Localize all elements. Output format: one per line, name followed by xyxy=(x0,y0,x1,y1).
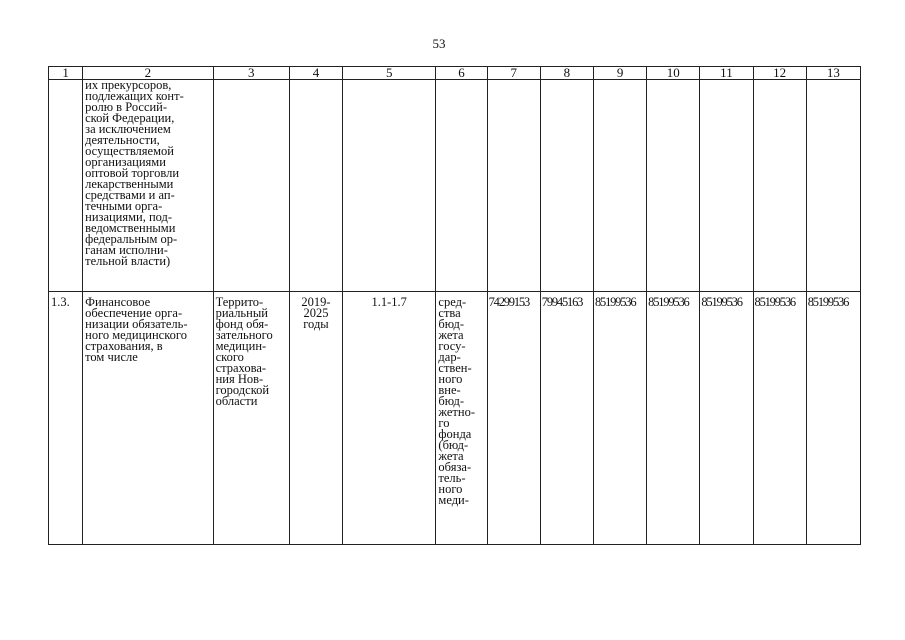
table-cell xyxy=(487,80,540,292)
row-targets: 1.1-1.7 xyxy=(343,292,436,545)
header-cell: 5 xyxy=(343,67,436,80)
header-cell: 12 xyxy=(753,67,806,80)
table-cell xyxy=(49,80,83,292)
table-cell xyxy=(593,80,646,292)
value-col9: 85199536 xyxy=(593,292,646,545)
budget-table xyxy=(48,66,861,545)
row-executor: Террито- риальный фонд обя- зательного медицин- ского страхова- ния Нов- городской области xyxy=(213,292,289,545)
header-cell: 11 xyxy=(700,67,753,80)
continuation-row xyxy=(49,80,861,292)
row-number: 1.3. xyxy=(49,292,83,545)
header-cell: 1 xyxy=(49,67,83,80)
header-row xyxy=(49,67,861,80)
header-cell: 4 xyxy=(289,67,342,80)
table-cell xyxy=(540,80,593,292)
header-cell: 2 xyxy=(83,67,213,80)
value-col12: 85199536 xyxy=(753,292,806,545)
table-cell xyxy=(700,80,753,292)
row-name: Финансовое обеспечение орга- низации обязатель- ного медицинского страхования, в том числе xyxy=(83,292,213,545)
header-cell: 10 xyxy=(647,67,700,80)
value-col13: 85199536 xyxy=(806,292,860,545)
table-cell xyxy=(213,80,289,292)
header-cell: 3 xyxy=(213,67,289,80)
table-cell xyxy=(806,80,860,292)
header-cell: 13 xyxy=(806,67,860,80)
table-cell xyxy=(647,80,700,292)
value-col11: 85199536 xyxy=(700,292,753,545)
header-cell: 9 xyxy=(593,67,646,80)
page-number: 53 xyxy=(432,36,446,51)
table-cell xyxy=(343,80,436,292)
header-cell: 7 xyxy=(487,67,540,80)
table-cell xyxy=(289,80,342,292)
row-period: 2019- 2025 годы xyxy=(289,292,342,545)
continuation-description: их прекурсоров, подлежащих конт- ролю в Россий- ской Федерации, за исключением деятельности, осуществляемой организациями оптовой торговли лекарственными средствами и ап- течными орга- низациями, под- ведомственными федеральным ор- ганам исполни- тельной власти) xyxy=(83,80,213,292)
table-row xyxy=(49,292,861,545)
table-cell xyxy=(436,80,487,292)
value-col8: 79945163 xyxy=(540,292,593,545)
value-col10: 85199536 xyxy=(647,292,700,545)
value-col7: 74299153 xyxy=(487,292,540,545)
header-cell: 6 xyxy=(436,67,487,80)
table-cell xyxy=(753,80,806,292)
row-source: сред- ства бюд- жета госу- дар- ствен- ного вне- бюд- жетно- го фонда (бюд- жета обяза- тель- ного меди- xyxy=(436,292,487,545)
header-cell: 8 xyxy=(540,67,593,80)
